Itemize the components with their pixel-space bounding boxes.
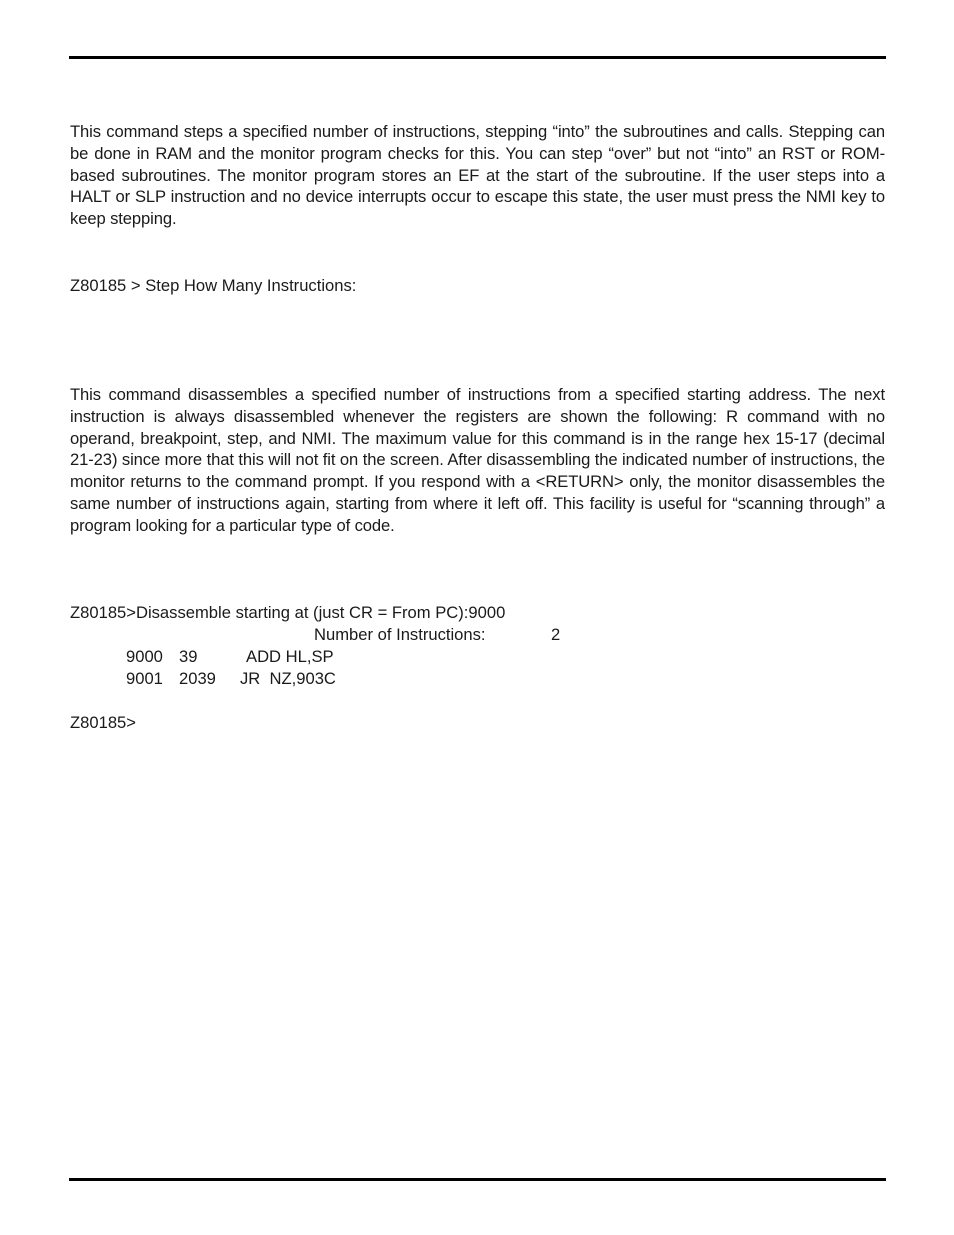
bottom-rule [69,1178,886,1181]
top-rule [69,56,886,59]
disassemble-prompt-line: Z80185>Disassemble starting at (just CR = From PC):9000 [70,603,506,622]
instruction-count-label: Number of Instructions: [314,625,486,644]
listing-opcode: 2039 [179,669,216,688]
step-description: This command steps a specified number of instructions, stepping “into” the subroutines and calls. Stepping can be done in RAM and the monitor program checks for this. You can step “over” but not “into” an RST or ROM-based subroutines. The monitor program stores an EF at the start of the subroutine. If the user steps into a HALT or SLP instruction and no device interrupts occur to escape this state, the user must press the NMI key to keep stepping. [70,122,885,229]
listing-mnemonic: JR NZ,903C [240,669,336,688]
listing-address: 9001 [126,669,163,688]
instruction-count-value: 2 [551,625,561,644]
final-prompt: Z80185> [70,713,136,732]
listing-address: 9000 [126,647,163,666]
listing-mnemonic: ADD HL,SP [246,647,334,666]
listing-opcode: 39 [179,647,198,666]
step-prompt: Z80185 > Step How Many Instructions: [70,276,357,295]
disassemble-description: This command disassembles a specified number of instructions from a specified starting address. The next instruction is always disassembled whenever the registers are shown the following: R command with no operand, breakpoint, step, and NMI. The maximum value for this command is in the range hex 15-17 (decimal 21-23) since more that this will not fit on the screen. After disassembling the indicated number of instructions, the monitor returns to the command prompt. If you respond with a <RETURN> only, the monitor disassembles the same number of instructions again, starting from where it left off. This facility is useful for “scanning through” a program looking for a particular type of code. [70,385,885,535]
